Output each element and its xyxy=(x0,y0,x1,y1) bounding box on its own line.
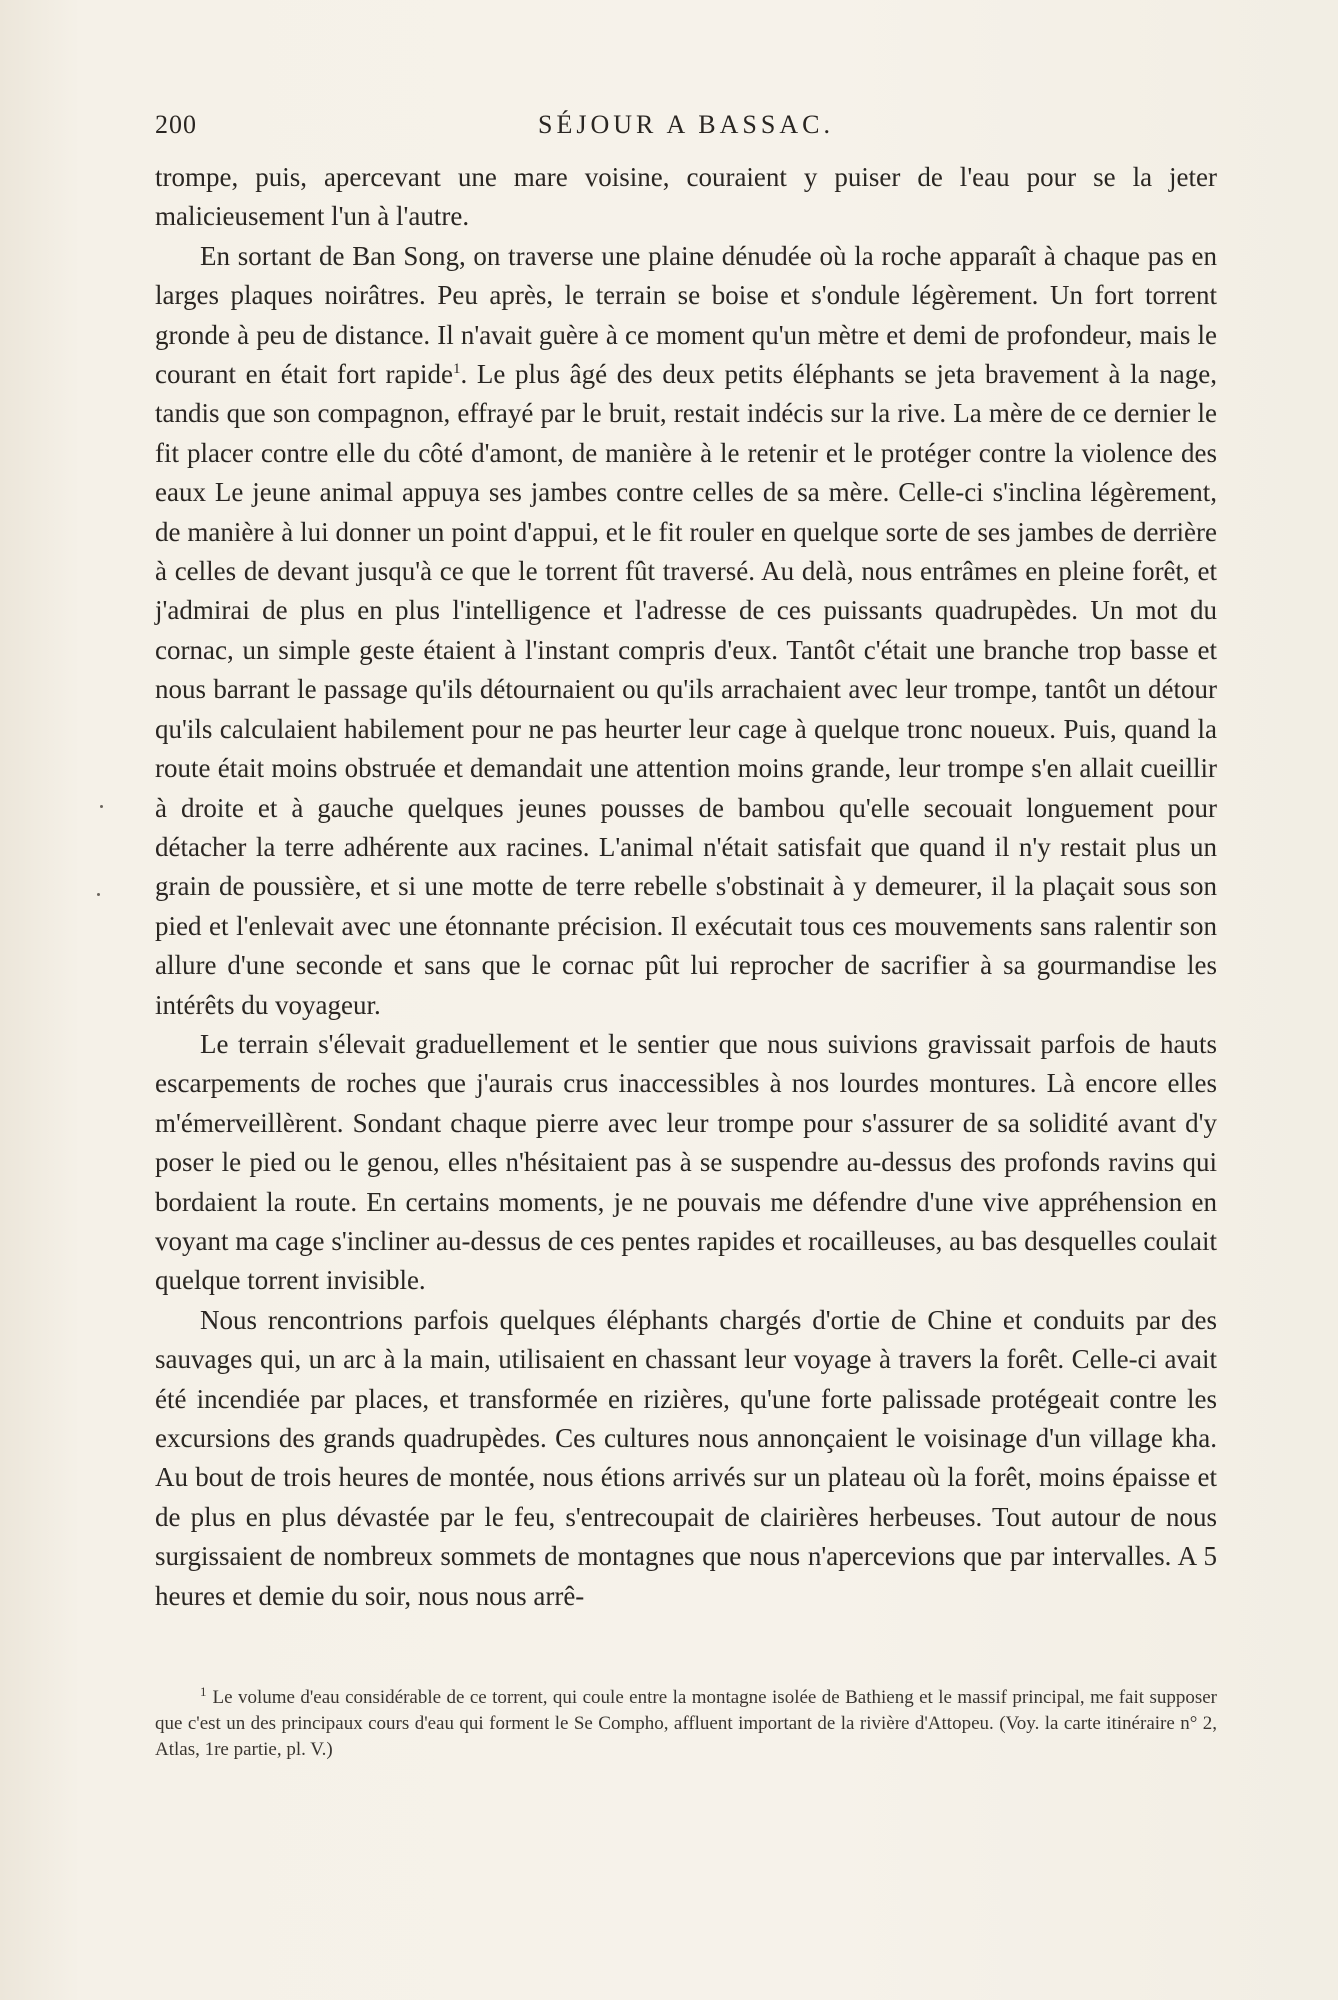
footnotes xyxy=(155,1685,1217,1763)
paragraph-1: trompe, puis, apercevant une mare voisine, couraient y puiser de l'eau pour se la jeter malicieusement l'un à l'autre. xyxy=(155,162,1217,232)
paragraph-3: Le terrain s'élevait graduellement et le sentier que nous suivions gravissait parfois de hauts escarpements de roches que j'aurais crus inaccessibles à nos lourdes montures. Là encore elles m'émerveillèrent. Sondant chaque pierre avec leur trompe pour s'assurer de sa solidité avant d'y poser le pied ou le genou, elles n'hésitaient pas à se suspendre au-dessus des profonds ravins qui bordaient la route. En certains moments, je ne pouvais me défendre d'une vive appréhension en voyant ma cage s'incliner au-dessus de ces pentes rapides et rocailleuses, au bas desquelles coulait quelque torrent invisible. xyxy=(155,1028,1217,1296)
body-text xyxy=(155,158,1217,1616)
paragraph-4: Nous rencontrions parfois quelques éléphants chargés d'ortie de Chine et conduits par des sauvages qui, un arc à la main, utilisaient en chassant leur voyage à travers la forêt. Celle-ci avait été incendiée par places, et transformée en rizières, qu'une forte palissade protégeait contre les excursions des grands quadrupèdes. Ces cultures nous annonçaient le voisinage d'un village kha. Au bout de trois heures de montée, nous étions arrivés sur un plateau où la forêt, moins épaisse et de plus en plus dévastée par le feu, s'entrecoupait de clairières herbeuses. Tout autour de nous surgissaient de nombreux sommets de montagnes que nous n'apercevions que par intervalles. A 5 heures et demie du soir, nous nous arrê- xyxy=(155,1304,1217,1611)
margin-mark xyxy=(100,805,103,808)
footnote-mark: 1 xyxy=(200,1683,207,1699)
page-number: 200 xyxy=(155,110,197,139)
page-header xyxy=(155,110,1217,146)
footnote-text: Le volume d'eau considérable de ce torrent, qui coule entre la montagne isolée de Bathieng et le massif principal, me fait supposer que c'est un des principaux cours d'eau qui forment le Se Compho, affluent important de la rivière d'Attopeu. (Voy. la carte itinéraire n° 2, Atlas, 1re partie, pl. V.) xyxy=(155,1687,1217,1760)
margin-mark xyxy=(97,893,100,896)
paragraph-2-text: En sortant de Ban Song, on traverse une plaine dénudée où la roche apparaît à chaque pas en larges plaques noirâtres. Peu après, le terrain se boise et s'ondule légèrement. Un fort torrent gronde à peu de distance. Il n'avait guère à ce moment qu'un mètre et demi de profondeur, mais le courant en était fort rapide xyxy=(155,240,1217,390)
footnote-1 xyxy=(155,1685,1217,1763)
footnote-reference[interactable]: 1 xyxy=(452,361,461,378)
paragraph-2-continuation: . Le plus âgé des deux petits éléphants se jeta bravement à la nage, tandis que son compagnon, effrayé par le bruit, restait indécis sur la rive. La mère de ce dernier le fit placer contre elle du côté d'amont, de manière à le retenir et le protéger contre la violence des eaux Le jeune animal appuya ses jambes contre celles de sa mère. Celle-ci s'inclina légèrement, de manière à lui donner un point d'appui, et le fit rouler en quelque sorte de ses jambes de derrière à celles de devant jusqu'à ce que le torrent fût traversé. Au delà, nous entrâmes en pleine forêt, et j'admirai de plus en plus l'intelligence et l'adresse de ces puissants quadrupèdes. Un mot du cornac, un simple geste étaient à l'instant compris d'eux. Tantôt c'était une branche trop basse et nous barrant le passage qu'ils détournaient ou qu'ils arrachaient avec leur trompe, tantôt un détour qu'ils calculaient habilement pour ne pas heurter leur cage à quelque tronc noueux. Puis, quand la route était moins obstruée et demandait une attention moins grande, leur trompe s'en allait cueillir à droite et à gauche quelques jeunes pousses de bambou qu'elle secouait longuement pour détacher la terre adhérente aux racines. L'animal n'était satisfait que quand il n'y restait plus un grain de poussière, et si une motte de terre rebelle s'obstinait à y demeurer, il la plaçait sous son pied et l'enlevait avec une étonnante précision. Il exécutait tous ces mouvements sans ralentir son allure d'une seconde et sans que le cornac pût lui reprocher de sacrifier à sa gourmandise les intérêts du voyageur. xyxy=(155,359,1217,1020)
running-title: SÉJOUR A BASSAC. xyxy=(538,110,834,139)
paragraph-2 xyxy=(155,237,1217,1025)
